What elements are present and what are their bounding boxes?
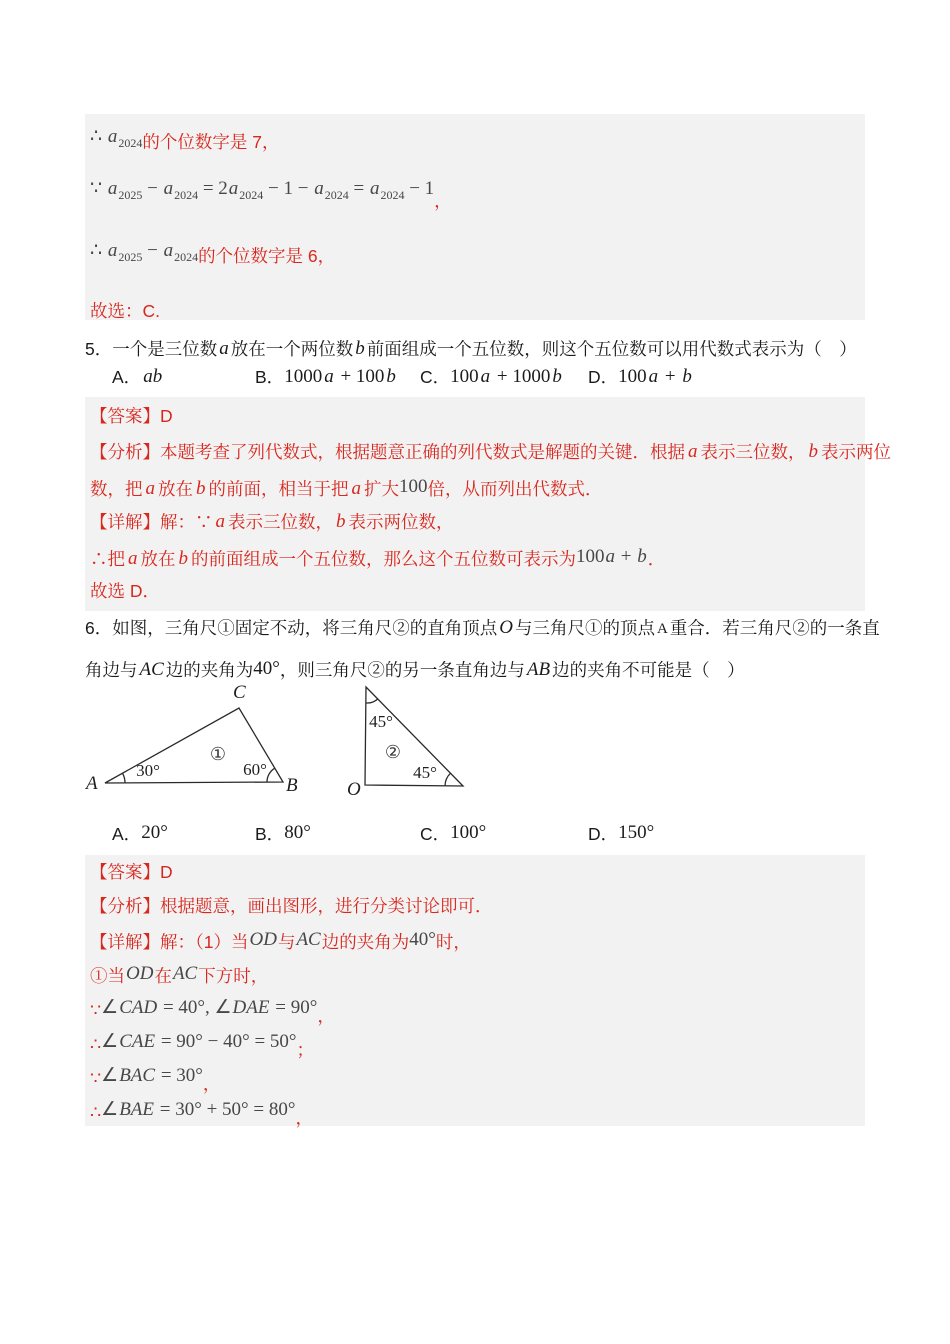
text-run: 扩大 xyxy=(364,479,399,499)
text-run: 下方时， xyxy=(198,966,269,986)
text-run: 100 xyxy=(399,476,428,497)
text-run: BAE xyxy=(119,1099,155,1120)
analysis-line xyxy=(85,434,891,469)
text-run: 在 xyxy=(154,966,172,986)
option-label: B． xyxy=(255,367,285,387)
answer-choice-line xyxy=(85,574,865,609)
text-run: b xyxy=(808,441,818,462)
answer-box-q6 xyxy=(85,855,865,1126)
text-run: 2025 xyxy=(118,188,143,202)
text-run: b xyxy=(355,338,365,359)
solution-line xyxy=(90,236,335,272)
text-run: 2024 xyxy=(239,188,264,202)
text-run: − 1 − xyxy=(263,178,314,199)
text-run: 时， xyxy=(435,932,471,952)
answer-box-q4 xyxy=(85,114,865,320)
analysis-line xyxy=(85,469,865,504)
text-run: ∴把 xyxy=(90,549,125,569)
option-label: A． xyxy=(112,367,142,387)
text-run: ①当 xyxy=(90,966,125,986)
text-run: 【答案】D xyxy=(90,862,173,882)
text-run: AB xyxy=(526,659,551,680)
text-run: a xyxy=(128,548,138,569)
text-run: 100 xyxy=(576,546,605,567)
text-run: 表示两位数， xyxy=(348,512,454,532)
text-run: ∴ xyxy=(90,1102,102,1122)
text-run: A xyxy=(656,621,668,637)
text-run: 2025 xyxy=(118,250,143,264)
text-run: 表示三位数， xyxy=(700,442,806,462)
text-run: AC xyxy=(172,963,198,984)
text-run: ∵ xyxy=(90,178,107,199)
triangle-1-tag: ① xyxy=(209,744,227,764)
text-run: AC xyxy=(139,659,164,680)
text-run: a xyxy=(228,178,239,199)
question-5-text xyxy=(85,336,885,364)
text-run: 数，把 xyxy=(90,479,143,499)
text-run: ∠ xyxy=(101,1099,119,1120)
text-run: 2024 xyxy=(324,188,349,202)
text-run: 的前面组成一个五位数，那么这个五位数可表示为 xyxy=(191,549,576,569)
vertex-label-b: B xyxy=(286,775,298,796)
question-6-options xyxy=(85,820,885,846)
text-run: 重合．若三角尺②的一条直 xyxy=(669,618,880,638)
text-run: 故选 D． xyxy=(90,581,160,601)
text-run: 2024 xyxy=(118,136,143,150)
option-label: C． xyxy=(420,824,451,844)
case-line xyxy=(85,957,865,991)
text-run: 的个位数字是 6， xyxy=(198,246,336,266)
text-run: = 30° xyxy=(156,1065,203,1086)
option-a xyxy=(112,820,168,849)
text-run: 的前面，相当于把 xyxy=(208,479,349,499)
question-6-text xyxy=(85,608,885,691)
text-run: ， xyxy=(202,1074,221,1094)
text-run: a xyxy=(351,478,361,499)
text-run: b xyxy=(178,548,188,569)
text-run: ∴ xyxy=(90,240,107,261)
text-run: a xyxy=(219,338,229,359)
text-run: 倍，从而列出代数式． xyxy=(427,479,603,499)
text-run: = 40°, ∠ xyxy=(158,997,232,1018)
detail-line xyxy=(85,539,865,574)
text-run: = xyxy=(348,178,369,199)
text-run: ∠ xyxy=(101,1031,119,1052)
text-run: 故选：C. xyxy=(90,301,160,321)
text-run: a xyxy=(215,511,225,532)
text-run: ∵ xyxy=(90,1068,102,1088)
text-run: 与三角尺①的顶点 xyxy=(514,618,655,638)
option-value: 100° xyxy=(450,822,487,843)
text-run: a xyxy=(605,546,615,567)
text-run: 40° xyxy=(409,929,436,950)
text-run: OD xyxy=(249,929,277,950)
text-run: = 2 xyxy=(198,178,228,199)
text-run: 放在 xyxy=(140,549,176,569)
angle-label-30: 30° xyxy=(136,761,160,780)
option-value: a xyxy=(480,366,491,387)
triangle-2-tag: ② xyxy=(384,742,402,762)
text-run: = 90° xyxy=(270,997,318,1018)
option-value: 80° xyxy=(284,822,311,843)
text-run: − 1 xyxy=(404,178,435,199)
text-run: ， xyxy=(317,1006,335,1026)
text-run: ； xyxy=(296,1040,315,1060)
angle-arc-right xyxy=(445,773,451,786)
text-run: 【答案】D xyxy=(90,406,173,426)
text-run: 表示两位 xyxy=(821,442,891,462)
angle-arc-a xyxy=(123,773,126,783)
text-run: ∴ xyxy=(90,1034,102,1054)
option-b xyxy=(255,364,398,392)
angle-label-45-top: 45° xyxy=(369,712,393,731)
detail-line xyxy=(85,923,865,957)
text-run: 边的夹角不可能是（ ） xyxy=(552,660,745,680)
text-run: ， xyxy=(295,1108,313,1128)
text-run: + xyxy=(616,546,637,567)
text-run: 40° xyxy=(253,658,280,679)
option-a xyxy=(112,364,164,392)
derivation-line xyxy=(85,1093,865,1127)
option-c xyxy=(420,364,564,392)
answer-line xyxy=(85,399,865,434)
option-value: 1000 xyxy=(284,366,323,387)
text-run: = 90° − 40° = 50° xyxy=(156,1031,297,1052)
text-run: − xyxy=(142,178,163,199)
text-run: a xyxy=(314,178,324,199)
text-run: ∴ xyxy=(90,126,107,147)
option-label: C． xyxy=(420,367,451,387)
option-value: + xyxy=(660,366,681,387)
derivation-line xyxy=(85,991,865,1025)
text-run: ，则三角尺②的另一条直角边与 xyxy=(279,660,525,680)
text-run: AC xyxy=(296,929,321,950)
text-run: − xyxy=(142,240,163,261)
question-5-options xyxy=(85,364,885,390)
analysis-line xyxy=(85,889,865,923)
text-run: 2024 xyxy=(174,188,199,202)
text-run: OD xyxy=(126,963,154,984)
text-run: 【分析】根据题意，画出图形，进行分类讨论即可． xyxy=(90,896,493,916)
solution-line xyxy=(90,122,279,158)
text-run: ∵ xyxy=(90,1000,102,1020)
vertex-label-c: C xyxy=(233,684,246,703)
option-d xyxy=(588,364,694,392)
text-run: b xyxy=(637,546,647,567)
option-value: a xyxy=(324,366,334,387)
text-run: a xyxy=(107,240,118,261)
text-run: 的个位数字是 7， xyxy=(142,132,280,152)
option-c xyxy=(420,820,486,849)
option-value: b xyxy=(682,366,692,387)
text-run: ∠ xyxy=(101,997,119,1018)
solution-line xyxy=(90,174,452,216)
option-value: a xyxy=(648,366,659,387)
option-value: 20° xyxy=(141,822,168,843)
option-value: 100 xyxy=(618,366,647,387)
option-d xyxy=(588,820,654,849)
text-run: CAE xyxy=(119,1031,156,1052)
angle-arc-b xyxy=(267,768,275,782)
detail-line xyxy=(85,504,865,539)
text-run: 5．一个是三位数 xyxy=(85,339,218,359)
text-run: a xyxy=(107,178,118,199)
option-value: + 1000 xyxy=(492,366,551,387)
option-label: D． xyxy=(588,367,619,387)
question-6-line1 xyxy=(85,608,885,649)
option-b xyxy=(255,820,311,849)
text-run: a xyxy=(107,126,118,147)
text-run: O xyxy=(499,617,513,638)
text-run: b xyxy=(336,511,346,532)
option-label: A． xyxy=(112,824,142,844)
derivation-line xyxy=(85,1025,865,1059)
text-run: a xyxy=(145,478,155,499)
text-run: 【分析】本题考查了列代数式，根据题意正确的列代数式是解题的关键．根据 xyxy=(90,442,685,462)
text-run: 角边与 xyxy=(85,660,138,680)
text-run: 前面组成一个五位数，则这个五位数可以用代数式表示为（ ） xyxy=(366,339,857,359)
text-run: 【详解】解：（1）当 xyxy=(90,932,249,952)
text-run: ∠ xyxy=(101,1065,119,1086)
text-run: 放在一个两位数 xyxy=(230,339,354,359)
answer-line xyxy=(85,855,865,889)
text-run: a xyxy=(369,178,380,199)
vertex-label-o: O xyxy=(347,779,361,800)
text-run: 边的夹角为 xyxy=(321,932,410,952)
text-run: 与 xyxy=(277,932,296,952)
text-run: 2024 xyxy=(380,188,405,202)
answer-choice-line xyxy=(90,296,160,328)
text-run: 表示三位数， xyxy=(228,512,333,532)
text-run: CAD xyxy=(119,997,158,1018)
text-run: a xyxy=(163,178,174,199)
option-value: ab xyxy=(143,366,163,387)
option-value: + 100 xyxy=(335,366,385,387)
text-run: ， xyxy=(434,191,452,211)
text-run: 6．如图，三角尺①固定不动，将三角尺②的直角顶点 xyxy=(85,618,498,638)
text-run: BAC xyxy=(119,1065,156,1086)
text-run: 放在 xyxy=(158,479,193,499)
text-run: = 30° + 50° = 80° xyxy=(155,1099,296,1120)
option-value: b xyxy=(386,366,396,387)
text-run: b xyxy=(196,478,206,499)
angle-arc-top xyxy=(366,699,378,703)
option-value: 100 xyxy=(450,366,479,387)
geometry-figure xyxy=(85,684,550,810)
text-run: 【详解】解：∵ xyxy=(90,512,213,532)
vertex-label-a: A xyxy=(86,773,98,794)
text-run: ． xyxy=(647,549,666,569)
answer-box-q5 xyxy=(85,397,891,611)
derivation-line xyxy=(85,1059,865,1093)
text-run: a xyxy=(163,240,174,261)
option-label: B． xyxy=(255,824,285,844)
text-run: 边的夹角为 xyxy=(165,660,254,680)
option-label: D． xyxy=(588,824,619,844)
text-run: DAE xyxy=(232,997,270,1018)
option-value: b xyxy=(552,366,562,387)
angle-label-60: 60° xyxy=(243,760,267,779)
text-run: a xyxy=(688,441,698,462)
option-value: 150° xyxy=(618,822,655,843)
text-run: 2024 xyxy=(174,250,199,264)
angle-label-45-right: 45° xyxy=(413,763,437,782)
